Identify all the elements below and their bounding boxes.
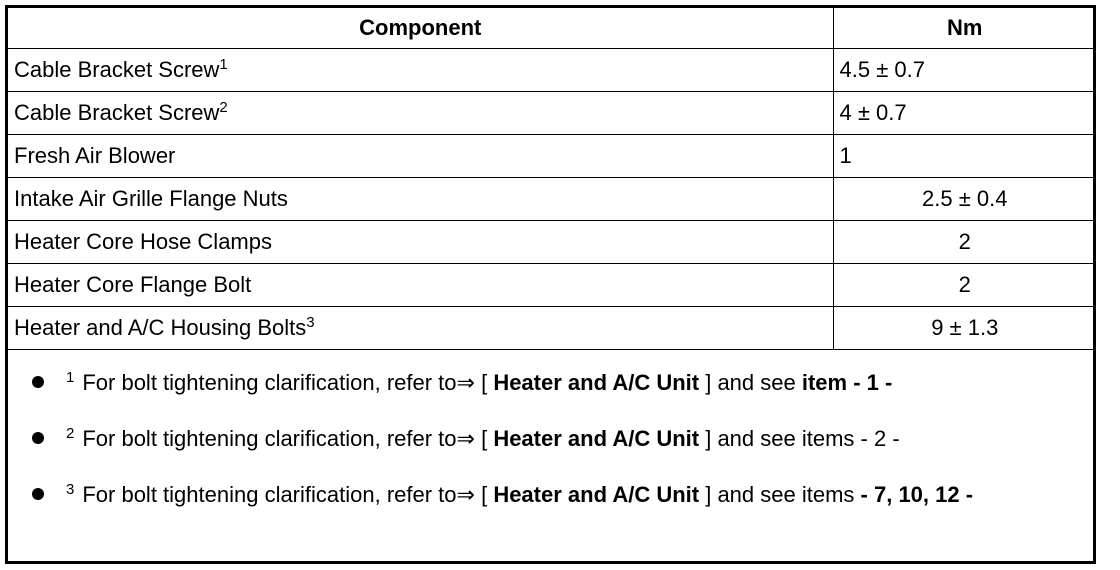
torque-value-cell: 2.5 ± 0.4 (833, 178, 1096, 221)
footnote-text (66, 426, 900, 452)
footnote-see-word: item (801, 370, 848, 395)
footnote-ref: 1 (219, 56, 228, 73)
component-cell (8, 92, 833, 135)
table-row (8, 264, 1096, 307)
heater-ac-unit-link[interactable]: Heater and A/C Unit (493, 370, 700, 395)
component-name: Cable Bracket Screw (14, 57, 220, 82)
footnote-body: For bolt tightening clarification, refer to⇒ [ (82, 482, 488, 507)
footnote-number: 2 (66, 425, 75, 442)
table-row (8, 135, 1096, 178)
footnote-text (66, 370, 892, 396)
footnote-item-refs: - 2 - (860, 426, 900, 451)
footnote-see-text: ] and see (705, 426, 796, 451)
header-component: Component (8, 8, 833, 49)
footnotes-list (8, 358, 1093, 526)
footnote-number: 1 (66, 369, 75, 386)
footnote-item-refs: - 7, 10, 12 - (860, 482, 974, 507)
footnote-body: For bolt tightening clarification, refer to⇒ [ (82, 370, 488, 395)
component-name: Heater Core Flange Bolt (14, 272, 252, 297)
footnote-see-text: ] and see (705, 482, 796, 507)
header-nm: Nm (833, 8, 1096, 49)
table-row (8, 307, 1096, 350)
table-row (8, 49, 1096, 92)
component-cell (8, 264, 833, 307)
table-row (8, 221, 1096, 264)
footnote-item-refs: - 1 - (853, 370, 893, 395)
component-name: Intake Air Grille Flange Nuts (14, 186, 288, 211)
heater-ac-unit-link[interactable]: Heater and A/C Unit (493, 482, 700, 507)
torque-spec-table (8, 8, 1096, 350)
bullet-icon (32, 488, 44, 500)
footnote-number: 3 (66, 481, 75, 498)
heater-ac-unit-link[interactable]: Heater and A/C Unit (493, 426, 700, 451)
footnote-body: For bolt tightening clarification, refer to⇒ [ (82, 426, 488, 451)
footnote-see-word: items (801, 482, 855, 507)
table-row (8, 92, 1096, 135)
footnote-item (8, 470, 1093, 526)
table-header-row (8, 8, 1096, 49)
table-row (8, 178, 1096, 221)
footnote-ref: 2 (219, 99, 228, 116)
torque-value-cell: 2 (833, 264, 1096, 307)
footnote-see-word: items (801, 426, 855, 451)
footnote-item (8, 358, 1093, 414)
torque-value-cell: 1 (833, 135, 1096, 178)
component-cell (8, 307, 833, 350)
component-cell (8, 135, 833, 178)
bullet-icon (32, 376, 44, 388)
component-cell (8, 221, 833, 264)
torque-value-cell: 2 (833, 221, 1096, 264)
torque-value-cell: 4 ± 0.7 (833, 92, 1096, 135)
component-name: Fresh Air Blower (14, 143, 176, 168)
component-cell (8, 178, 833, 221)
footnote-see-text: ] and see (705, 370, 796, 395)
footnote-text (66, 482, 973, 508)
component-name: Heater Core Hose Clamps (14, 229, 272, 254)
bullet-icon (32, 432, 44, 444)
torque-spec-panel (5, 5, 1096, 564)
footnote-ref: 3 (306, 314, 315, 331)
component-name: Heater and A/C Housing Bolts (14, 315, 307, 340)
footnote-item (8, 414, 1093, 470)
component-name: Cable Bracket Screw (14, 100, 220, 125)
torque-value-cell: 4.5 ± 0.7 (833, 49, 1096, 92)
torque-value-cell: 9 ± 1.3 (833, 307, 1096, 350)
component-cell (8, 49, 833, 92)
